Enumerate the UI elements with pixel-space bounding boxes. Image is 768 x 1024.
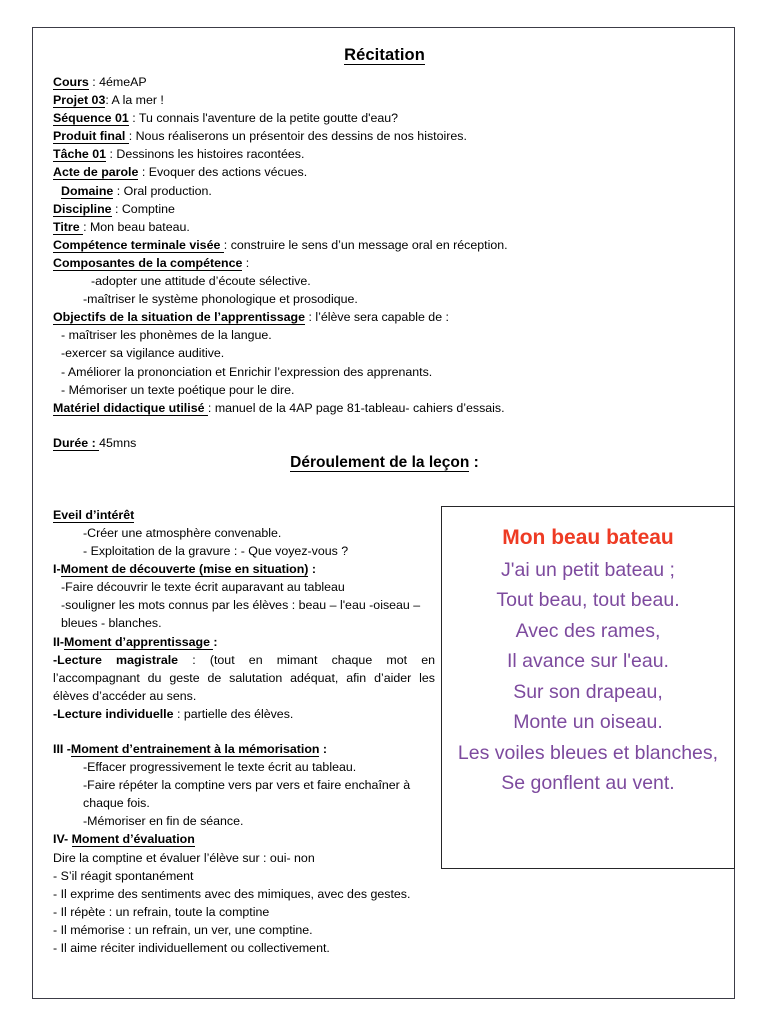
field-produit-final-sep: : — [128, 129, 136, 144]
step3-prefix: III - — [53, 742, 71, 756]
spacer-after-deroulement-2 — [45, 489, 724, 506]
header-fields-list — [45, 73, 724, 452]
field-acte-de-parole — [53, 163, 724, 181]
field-acte-de-parole-value: Evoquer des actions vécues. — [148, 165, 308, 180]
step2-item-2-label: -Lecture individuelle — [53, 706, 174, 721]
step2-heading-text: Moment d’apprentissage — [64, 634, 214, 649]
step4-criterion-5: - Il aime réciter individuellement ou collectivement. — [53, 941, 330, 956]
field-objectifs — [53, 308, 724, 326]
field-acte-de-parole-label: Acte de parole — [53, 165, 139, 180]
field-duree — [53, 434, 724, 452]
field-projet-sep: : — [105, 93, 112, 108]
document-page — [32, 27, 735, 999]
spacer-before-step3 — [53, 723, 435, 740]
field-discipline-label: Discipline — [53, 201, 112, 216]
field-sequence — [53, 109, 724, 127]
field-discipline-sep: : — [111, 201, 122, 216]
field-cours-sep: : — [88, 75, 100, 89]
field-materiel-value: manuel de la 4AP page 81-tableau- cahiers d’essais. — [214, 400, 505, 415]
step1-suffix: : — [308, 562, 317, 577]
poem-title: Mon beau bateau — [502, 525, 674, 549]
field-tache-label: Tâche 01 — [53, 147, 107, 162]
field-acte-de-parole-sep: : — [138, 165, 149, 180]
poem-line-5: Sur son drapeau, — [513, 680, 663, 703]
field-duree-value: 45mns — [99, 435, 137, 450]
step2-item-1-sep: : — [178, 652, 210, 667]
step2-item-2-value: partielle des élèves. — [183, 706, 294, 721]
step2-item-2-sep: : — [173, 706, 184, 721]
deroulement-heading-text: Déroulement de la leçon — [290, 453, 470, 471]
objectif-item-3: - Améliorer la prononciation et Enrichir l’expression des apprenants. — [61, 364, 433, 379]
step4-criterion-2: - Il exprime des sentiments avec des mimiques, avec des gestes. — [53, 886, 411, 901]
step2-item-1 — [53, 651, 435, 705]
field-cours — [53, 73, 724, 91]
field-sequence-value: Tu connais l'aventure de la petite goutte d'eau? — [138, 111, 399, 126]
eveil-heading — [53, 506, 435, 524]
field-cours-label: Cours — [53, 75, 89, 89]
step4-criterion-1: - S’il réagit spontanément — [53, 868, 194, 883]
composantes-item-2: -maîtriser le système phonologique et prosodique. — [83, 292, 358, 307]
lesson-body — [45, 506, 724, 957]
field-produit-final-label: Produit final — [53, 129, 129, 144]
poem-line-1: J'ai un petit bateau ; — [501, 558, 675, 581]
field-domaine — [53, 182, 724, 200]
step2-suffix: : — [213, 634, 218, 649]
field-discipline-value: Comptine — [121, 201, 175, 216]
field-competence-terminale-label: Compétence terminale visée — [53, 237, 224, 252]
step1-item-1: -Faire découvrir le texte écrit auparavant au tableau — [61, 580, 345, 595]
field-projet — [53, 91, 724, 109]
field-projet-value: A la mer ! — [111, 93, 164, 108]
poem-line-3: Avec des rames, — [515, 619, 661, 642]
field-tache-sep: : — [106, 147, 117, 162]
step1-heading — [53, 560, 435, 578]
field-objectifs-label: Objectifs de la situation de l’apprentissage — [53, 310, 306, 325]
field-produit-final — [53, 127, 724, 145]
field-titre — [53, 218, 724, 236]
step4-criterion-3: - Il répète : un refrain, toute la comptine — [53, 904, 270, 919]
field-objectifs-value: l’élève sera capable de : — [315, 310, 449, 325]
step2-prefix: II- — [53, 634, 65, 649]
poem-line-2: Tout beau, tout beau. — [496, 589, 680, 612]
page-title — [45, 38, 724, 73]
poem-line-6: Monte un oiseau. — [513, 711, 663, 734]
step2-item-2 — [53, 705, 435, 723]
field-titre-label: Titre — [53, 219, 84, 234]
step3-heading-text: Moment d’entrainement à la mémorisation — [70, 742, 320, 756]
step3-suffix: : — [319, 742, 328, 756]
poem-line-4: Il avance sur l'eau. — [507, 650, 669, 673]
field-composantes-label: Composantes de la compétence — [53, 255, 243, 270]
step1-heading-text: Moment de découverte (mise en situation) — [60, 562, 309, 577]
step4-criterion-4: - Il mémorise : un refrain, un ver, une comptine. — [53, 922, 313, 937]
field-tache — [53, 145, 724, 163]
objectif-item-4: - Mémoriser un texte poétique pour le dire. — [61, 382, 295, 397]
field-materiel — [53, 399, 724, 417]
spacer-before-duree — [53, 417, 724, 434]
field-competence-terminale-value: construire le sens d’un message oral en réception. — [230, 237, 508, 252]
eveil-heading-text: Eveil d’intérêt — [53, 507, 135, 522]
field-competence-terminale-sep: : — [223, 237, 231, 252]
field-composantes — [53, 254, 724, 272]
step2-item-1-value: (tout en mimant chaque mot en l’accompagnant du geste de salutation adéquat, afin d’aider les élèves d’accéder au sens. — [53, 652, 436, 703]
field-sequence-label: Séquence 01 — [53, 111, 129, 126]
step4-prefix: IV- — [53, 832, 72, 847]
eveil-item-2: - Exploitation de la gravure : - Que voyez-vous ? — [83, 544, 349, 559]
field-titre-sep: : — [83, 219, 90, 234]
step1-prefix: I- — [53, 562, 61, 577]
field-sequence-sep: : — [128, 111, 139, 126]
step4-heading — [53, 830, 435, 848]
deroulement-heading-suffix: : — [469, 453, 479, 471]
step4-heading-text: Moment d’évaluation — [71, 832, 195, 847]
poem-line-8: Se gonflent au vent. — [501, 772, 675, 795]
step3-item-2: -Faire répéter la comptine vers par vers et faire enchaîner à chaque fois. — [83, 778, 411, 811]
eveil-item-1: -Créer une atmosphère convenable. — [83, 525, 282, 540]
step3-heading — [53, 740, 435, 758]
poem-line-7: Les voiles bleues et blanches, — [457, 741, 719, 764]
page-content — [45, 38, 724, 994]
spacer-after-deroulement — [45, 472, 724, 489]
field-duree-label: Durée : — [53, 435, 100, 450]
step3-item-1: -Effacer progressivement le texte écrit au tableau. — [83, 760, 357, 775]
lesson-left-column — [45, 506, 435, 957]
composantes-item-1: -adopter une attitude d’écoute sélective. — [91, 274, 311, 289]
step3-item-3: -Mémoriser en fin de séance. — [83, 814, 244, 829]
field-materiel-label: Matériel didactique utilisé — [53, 400, 208, 415]
field-titre-value: Mon beau bateau. — [89, 219, 190, 234]
field-discipline — [53, 200, 724, 218]
field-tache-value: Dessinons les histoires racontées. — [116, 147, 305, 162]
field-produit-final-value: Nous réaliserons un présentoir des dessins de nos histoires. — [135, 129, 467, 144]
field-objectifs-sep: : — [305, 310, 316, 325]
field-materiel-sep: : — [207, 400, 215, 415]
field-projet-label: Projet 03 — [53, 93, 106, 108]
field-domaine-value: Oral production. — [123, 183, 212, 198]
field-domaine-sep: : — [113, 183, 124, 198]
step4-intro: Dire la comptine et évaluer l’élève sur : oui- non — [53, 850, 315, 865]
page-title-text: Récitation — [344, 46, 425, 64]
objectif-item-2: -exercer sa vigilance auditive. — [61, 346, 225, 361]
field-cours-value: 4émeAP — [99, 75, 147, 89]
step1-item-2: -souligner les mots connus par les élèves : beau – l'eau -oiseau – bleues - blanches. — [61, 598, 421, 631]
step2-item-1-label: -Lecture magistrale — [53, 652, 179, 667]
field-competence-terminale — [53, 236, 724, 254]
objectif-item-1: - maîtriser les phonèmes de la langue. — [61, 328, 272, 343]
step2-heading — [53, 633, 435, 651]
field-composantes-sep: : — [242, 255, 250, 270]
poem-box — [441, 506, 735, 869]
field-domaine-label: Domaine — [61, 183, 114, 198]
deroulement-heading — [45, 452, 724, 472]
